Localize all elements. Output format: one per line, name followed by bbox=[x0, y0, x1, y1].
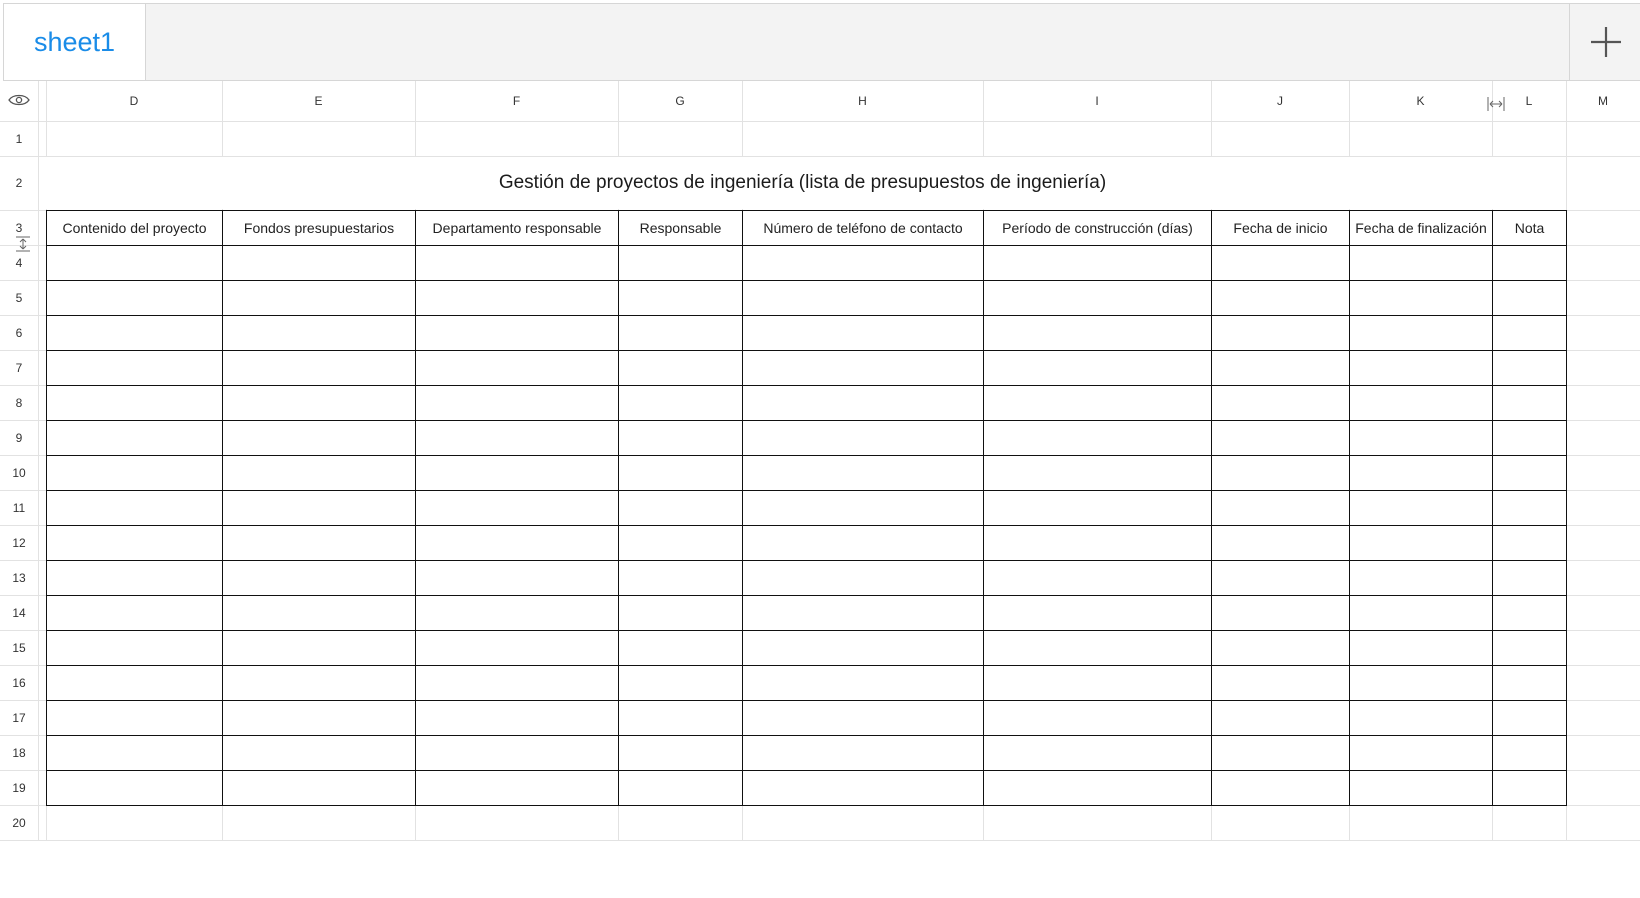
table-cell[interactable] bbox=[223, 526, 415, 560]
table-cell[interactable] bbox=[1350, 456, 1492, 490]
table-cell[interactable] bbox=[984, 526, 1211, 560]
table-cell[interactable] bbox=[223, 281, 415, 315]
table-header-cell[interactable]: Nota bbox=[1514, 219, 1545, 236]
table-cell[interactable] bbox=[619, 246, 742, 280]
table-cell[interactable] bbox=[743, 666, 983, 700]
column-header-g[interactable]: G bbox=[675, 94, 685, 108]
table-header-cell[interactable]: Fecha de finalización bbox=[1355, 219, 1487, 236]
table-cell[interactable] bbox=[1212, 456, 1349, 490]
row-gridline bbox=[0, 840, 1640, 841]
eye-icon[interactable] bbox=[8, 93, 30, 107]
table-cell[interactable] bbox=[47, 281, 222, 315]
row-header-5[interactable]: 5 bbox=[15, 290, 23, 305]
table-header-cell[interactable]: Fondos presupuestarios bbox=[243, 219, 395, 236]
table-cell[interactable] bbox=[619, 631, 742, 665]
table-cell[interactable] bbox=[223, 456, 415, 490]
table-cell[interactable] bbox=[1212, 771, 1349, 805]
table-cell[interactable] bbox=[984, 246, 1211, 280]
table-cell[interactable] bbox=[743, 701, 983, 735]
table-cell[interactable] bbox=[223, 596, 415, 630]
table-cell[interactable] bbox=[743, 596, 983, 630]
table-cell[interactable] bbox=[619, 386, 742, 420]
table-cell[interactable] bbox=[1350, 701, 1492, 735]
table-cell[interactable] bbox=[1212, 386, 1349, 420]
row-header-2[interactable]: 2 bbox=[15, 176, 23, 190]
table-cell[interactable] bbox=[984, 666, 1211, 700]
table-cell[interactable] bbox=[416, 631, 618, 665]
table-cell[interactable] bbox=[47, 491, 222, 525]
table-cell[interactable] bbox=[1493, 456, 1566, 490]
table-cell[interactable] bbox=[1493, 386, 1566, 420]
table-cell[interactable] bbox=[1212, 316, 1349, 350]
row-header-11[interactable]: 11 bbox=[12, 500, 26, 515]
table-cell[interactable] bbox=[984, 421, 1211, 455]
row-header-20[interactable]: 20 bbox=[12, 815, 26, 830]
table-cell[interactable] bbox=[47, 246, 222, 280]
table-cell[interactable] bbox=[1493, 771, 1566, 805]
table-cell[interactable] bbox=[47, 316, 222, 350]
table-cell[interactable] bbox=[1493, 631, 1566, 665]
table-cell[interactable] bbox=[619, 526, 742, 560]
table-cell[interactable] bbox=[416, 561, 618, 595]
tab-sheet1[interactable]: sheet1 bbox=[4, 4, 146, 80]
table-cell[interactable] bbox=[47, 456, 222, 490]
table-cell[interactable] bbox=[1350, 246, 1492, 280]
table-cell[interactable] bbox=[416, 666, 618, 700]
table-cell[interactable] bbox=[984, 351, 1211, 385]
column-resize-cursor-icon bbox=[1487, 96, 1505, 112]
table-cell[interactable] bbox=[1493, 491, 1566, 525]
table-cell[interactable] bbox=[1212, 701, 1349, 735]
table-cell[interactable] bbox=[47, 596, 222, 630]
table-cell[interactable] bbox=[619, 666, 742, 700]
table-cell[interactable] bbox=[743, 316, 983, 350]
table-cell[interactable] bbox=[1493, 316, 1566, 350]
table-cell[interactable] bbox=[984, 316, 1211, 350]
table-cell[interactable] bbox=[223, 701, 415, 735]
table-border-horizontal bbox=[46, 805, 1567, 806]
table-cell[interactable] bbox=[743, 351, 983, 385]
row-header-19[interactable]: 19 bbox=[12, 780, 26, 795]
row-header-8[interactable]: 8 bbox=[15, 395, 23, 410]
table-cell[interactable] bbox=[1212, 666, 1349, 700]
table-cell[interactable] bbox=[223, 316, 415, 350]
table-cell[interactable] bbox=[1493, 701, 1566, 735]
table-cell[interactable] bbox=[619, 491, 742, 525]
row-header-17[interactable]: 17 bbox=[12, 710, 26, 725]
table-cell[interactable] bbox=[1350, 666, 1492, 700]
table-cell[interactable] bbox=[223, 631, 415, 665]
table-border-vertical bbox=[1566, 210, 1567, 805]
row-header-6[interactable]: 6 bbox=[15, 325, 23, 340]
table-header-cell[interactable]: Número de teléfono de contacto bbox=[763, 219, 963, 236]
table-cell[interactable] bbox=[416, 596, 618, 630]
table-cell[interactable] bbox=[47, 666, 222, 700]
table-cell[interactable] bbox=[223, 666, 415, 700]
table-cell[interactable] bbox=[743, 421, 983, 455]
table-cell[interactable] bbox=[1350, 351, 1492, 385]
table-cell[interactable] bbox=[416, 701, 618, 735]
table-cell[interactable] bbox=[1350, 316, 1492, 350]
table-cell[interactable] bbox=[619, 456, 742, 490]
table-cell[interactable] bbox=[984, 701, 1211, 735]
table-cell[interactable] bbox=[223, 386, 415, 420]
row-header-16[interactable]: 16 bbox=[12, 675, 26, 690]
table-cell[interactable] bbox=[984, 561, 1211, 595]
table-cell[interactable] bbox=[416, 526, 618, 560]
table-cell[interactable] bbox=[416, 281, 618, 315]
table-cell[interactable] bbox=[1350, 596, 1492, 630]
row-header-10[interactable]: 10 bbox=[12, 465, 26, 480]
table-cell[interactable] bbox=[1350, 281, 1492, 315]
column-header-j[interactable]: J bbox=[1277, 94, 1283, 108]
table-cell[interactable] bbox=[1493, 351, 1566, 385]
table-cell[interactable] bbox=[1350, 561, 1492, 595]
table-cell[interactable] bbox=[1350, 421, 1492, 455]
table-header-cell[interactable]: Departamento responsable bbox=[432, 219, 602, 236]
header-divider bbox=[0, 121, 1640, 122]
table-cell[interactable] bbox=[1493, 281, 1566, 315]
table-cell[interactable] bbox=[743, 491, 983, 525]
table-header-cell[interactable]: Fecha de inicio bbox=[1233, 219, 1328, 236]
table-cell[interactable] bbox=[1350, 736, 1492, 770]
table-cell[interactable] bbox=[1212, 351, 1349, 385]
table-cell[interactable] bbox=[47, 386, 222, 420]
row-header-4[interactable]: 4 bbox=[15, 255, 23, 270]
table-cell[interactable] bbox=[619, 596, 742, 630]
table-cell[interactable] bbox=[619, 736, 742, 770]
column-header-m[interactable]: M bbox=[1598, 94, 1608, 108]
table-cell[interactable] bbox=[416, 386, 618, 420]
column-header-d[interactable]: D bbox=[129, 94, 139, 108]
table-cell[interactable] bbox=[1212, 736, 1349, 770]
table-cell[interactable] bbox=[223, 771, 415, 805]
table-cell[interactable] bbox=[416, 456, 618, 490]
table-cell[interactable] bbox=[1212, 596, 1349, 630]
sheet-title[interactable]: Gestión de proyectos de ingeniería (lista de presupuestos de ingeniería) bbox=[498, 172, 1107, 193]
table-cell[interactable] bbox=[1212, 561, 1349, 595]
table-cell[interactable] bbox=[743, 561, 983, 595]
row-header-9[interactable]: 9 bbox=[15, 430, 23, 445]
table-cell[interactable] bbox=[47, 421, 222, 455]
row-header-3[interactable]: 3 bbox=[15, 220, 23, 235]
table-cell[interactable] bbox=[619, 421, 742, 455]
table-cell[interactable] bbox=[223, 246, 415, 280]
column-header-e[interactable]: E bbox=[314, 94, 323, 108]
table-cell[interactable] bbox=[1212, 421, 1349, 455]
table-cell[interactable] bbox=[743, 736, 983, 770]
table-cell[interactable] bbox=[619, 771, 742, 805]
table-cell[interactable] bbox=[984, 736, 1211, 770]
table-cell[interactable] bbox=[1350, 526, 1492, 560]
row-resize-cursor-icon bbox=[15, 236, 31, 252]
table-cell[interactable] bbox=[619, 316, 742, 350]
table-cell[interactable] bbox=[1493, 421, 1566, 455]
table-cell[interactable] bbox=[47, 701, 222, 735]
table-cell[interactable] bbox=[1350, 771, 1492, 805]
table-cell[interactable] bbox=[1212, 631, 1349, 665]
table-cell[interactable] bbox=[619, 701, 742, 735]
table-cell[interactable] bbox=[416, 491, 618, 525]
table-cell[interactable] bbox=[743, 246, 983, 280]
column-header-l[interactable]: L bbox=[1525, 94, 1533, 108]
table-cell[interactable] bbox=[47, 561, 222, 595]
column-header-h[interactable]: H bbox=[858, 94, 867, 108]
table-cell[interactable] bbox=[416, 736, 618, 770]
table-cell[interactable] bbox=[743, 526, 983, 560]
table-cell[interactable] bbox=[1493, 246, 1566, 280]
table-cell[interactable] bbox=[1212, 246, 1349, 280]
table-cell[interactable] bbox=[743, 456, 983, 490]
table-cell[interactable] bbox=[416, 421, 618, 455]
table-cell[interactable] bbox=[47, 771, 222, 805]
row-header-12[interactable]: 12 bbox=[12, 535, 26, 550]
row-header-15[interactable]: 15 bbox=[12, 640, 26, 655]
table-cell[interactable] bbox=[47, 736, 222, 770]
table-cell[interactable] bbox=[984, 456, 1211, 490]
table-cell[interactable] bbox=[1212, 526, 1349, 560]
table-cell[interactable] bbox=[743, 631, 983, 665]
table-cell[interactable] bbox=[984, 631, 1211, 665]
table-cell[interactable] bbox=[223, 351, 415, 385]
table-cell[interactable] bbox=[47, 526, 222, 560]
table-cell[interactable] bbox=[984, 281, 1211, 315]
column-header-f[interactable]: F bbox=[512, 94, 521, 108]
table-cell[interactable] bbox=[984, 491, 1211, 525]
table-cell[interactable] bbox=[223, 491, 415, 525]
table-cell[interactable] bbox=[416, 246, 618, 280]
table-cell[interactable] bbox=[984, 386, 1211, 420]
table-cell[interactable] bbox=[1212, 491, 1349, 525]
table-cell[interactable] bbox=[1493, 526, 1566, 560]
table-header-cell[interactable]: Responsable bbox=[639, 219, 722, 236]
table-cell[interactable] bbox=[1493, 666, 1566, 700]
row-header-14[interactable]: 14 bbox=[12, 605, 26, 620]
table-header-cell[interactable]: Período de construcción (días) bbox=[1002, 219, 1193, 236]
table-cell[interactable] bbox=[743, 386, 983, 420]
table-cell[interactable] bbox=[47, 631, 222, 665]
table-header-cell[interactable]: Contenido del proyecto bbox=[62, 219, 207, 236]
table-cell[interactable] bbox=[984, 771, 1211, 805]
table-cell[interactable] bbox=[223, 421, 415, 455]
table-cell[interactable] bbox=[1350, 491, 1492, 525]
table-cell[interactable] bbox=[743, 771, 983, 805]
table-cell[interactable] bbox=[1350, 631, 1492, 665]
table-cell[interactable] bbox=[416, 316, 618, 350]
table-cell[interactable] bbox=[1493, 561, 1566, 595]
column-header-i[interactable]: I bbox=[1095, 94, 1099, 108]
table-cell[interactable] bbox=[743, 281, 983, 315]
column-header-k[interactable]: K bbox=[1416, 94, 1425, 108]
row-header-18[interactable]: 18 bbox=[12, 745, 26, 760]
row-header-1[interactable]: 1 bbox=[15, 131, 23, 146]
table-cell[interactable] bbox=[223, 736, 415, 770]
table-cell[interactable] bbox=[223, 561, 415, 595]
table-cell[interactable] bbox=[1212, 281, 1349, 315]
table-cell[interactable] bbox=[619, 351, 742, 385]
table-cell[interactable] bbox=[619, 281, 742, 315]
table-cell[interactable] bbox=[1493, 596, 1566, 630]
table-cell[interactable] bbox=[1350, 386, 1492, 420]
table-cell[interactable] bbox=[416, 351, 618, 385]
table-cell[interactable] bbox=[416, 771, 618, 805]
row-header-7[interactable]: 7 bbox=[15, 360, 23, 375]
row-header-13[interactable]: 13 bbox=[12, 570, 26, 585]
table-cell[interactable] bbox=[984, 596, 1211, 630]
table-cell[interactable] bbox=[47, 351, 222, 385]
table-cell[interactable] bbox=[1493, 736, 1566, 770]
table-cell[interactable] bbox=[619, 561, 742, 595]
